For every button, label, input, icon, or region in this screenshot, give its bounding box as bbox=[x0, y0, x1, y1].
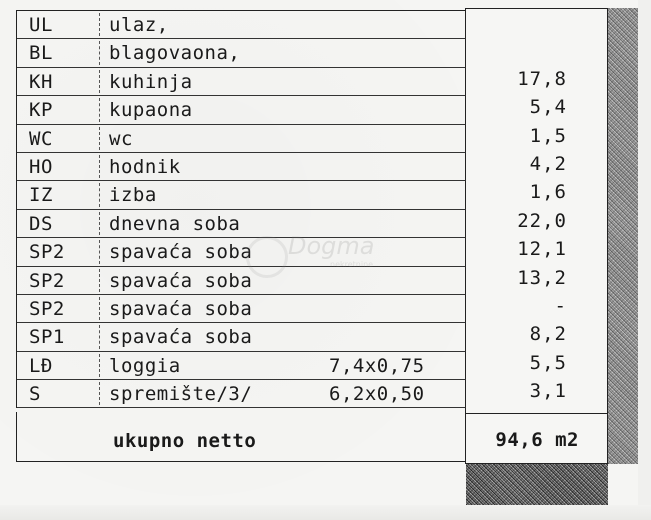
area-column bbox=[465, 8, 608, 464]
table-row bbox=[17, 267, 466, 295]
room-area: 3,1 bbox=[529, 380, 567, 403]
room-code: SP2 bbox=[29, 269, 65, 292]
column-divider bbox=[99, 212, 100, 235]
table-row bbox=[17, 96, 466, 124]
total-row bbox=[16, 412, 465, 462]
room-code: LĐ bbox=[29, 354, 53, 377]
watermark-subtext: nekretnine bbox=[330, 260, 374, 269]
room-code: HO bbox=[29, 155, 53, 178]
room-name: spavaća soba bbox=[109, 326, 253, 349]
room-code: IZ bbox=[29, 184, 53, 207]
room-code: SP2 bbox=[29, 241, 65, 264]
room-dimensions: 7,4x0,75 bbox=[329, 354, 425, 377]
room-code: KH bbox=[29, 70, 53, 93]
room-code: SP1 bbox=[29, 326, 65, 349]
room-area: 8,2 bbox=[529, 323, 567, 346]
room-name: hodnik bbox=[109, 155, 181, 178]
total-label: ukupno netto bbox=[113, 430, 257, 452]
room-area: 5,5 bbox=[529, 351, 567, 374]
room-name: wc bbox=[109, 127, 133, 150]
table-row bbox=[17, 210, 466, 238]
column-divider bbox=[99, 13, 100, 36]
room-code: DS bbox=[29, 212, 53, 235]
table-row bbox=[17, 323, 466, 351]
total-separator bbox=[466, 413, 607, 414]
column-divider bbox=[99, 240, 100, 263]
room-name: kuhinja bbox=[109, 70, 193, 93]
hatched-wall-bottom bbox=[466, 464, 608, 508]
paper-edge-right bbox=[638, 0, 651, 520]
room-code: UL bbox=[29, 14, 53, 36]
room-area: 22,0 bbox=[517, 209, 567, 232]
room-area: 12,1 bbox=[517, 238, 567, 261]
column-divider bbox=[99, 297, 100, 320]
room-area: 1,5 bbox=[529, 124, 567, 147]
room-name: spavaća soba bbox=[109, 297, 253, 320]
column-divider bbox=[99, 269, 100, 292]
table-row bbox=[17, 352, 466, 380]
room-name: spavaća soba bbox=[109, 241, 253, 264]
column-divider bbox=[99, 382, 100, 405]
table-row bbox=[17, 380, 466, 408]
table-row bbox=[17, 181, 466, 209]
room-area: 1,6 bbox=[529, 181, 567, 204]
watermark-text: Dogma bbox=[288, 232, 375, 260]
column-divider bbox=[99, 98, 100, 121]
room-name: loggia bbox=[109, 354, 181, 377]
table-row bbox=[17, 153, 466, 181]
table-row bbox=[17, 11, 466, 39]
room-name: dnevna soba bbox=[109, 212, 241, 235]
room-name: kupaona bbox=[109, 99, 193, 122]
paper-edge-bottom bbox=[0, 505, 651, 520]
room-code: BL bbox=[29, 42, 53, 65]
column-divider bbox=[99, 127, 100, 150]
room-code: WC bbox=[29, 127, 53, 150]
room-name: blagovaona, bbox=[109, 42, 241, 65]
room-code: KP bbox=[29, 99, 53, 122]
room-area: 4,2 bbox=[529, 153, 567, 175]
table-row bbox=[17, 39, 466, 67]
room-name: izba bbox=[109, 184, 157, 207]
room-dimensions: 6,2x0,50 bbox=[329, 383, 425, 406]
room-code: SP2 bbox=[29, 297, 65, 320]
table-row bbox=[17, 68, 466, 96]
room-area: 5,4 bbox=[529, 96, 567, 119]
room-name: spavaća soba bbox=[109, 269, 253, 292]
table-row bbox=[17, 238, 466, 266]
column-divider bbox=[99, 183, 100, 206]
column-divider bbox=[99, 41, 100, 64]
column-divider bbox=[99, 70, 100, 93]
column-divider bbox=[99, 155, 100, 178]
column-divider bbox=[99, 354, 100, 377]
room-code: S bbox=[29, 383, 41, 406]
table-row bbox=[17, 125, 466, 153]
room-area: 17,8 bbox=[517, 67, 567, 90]
room-name: ulaz, bbox=[109, 14, 169, 36]
total-value: 94,6 m2 bbox=[495, 429, 579, 451]
room-area: 13,2 bbox=[517, 266, 567, 289]
column-divider bbox=[99, 325, 100, 348]
table-row bbox=[17, 295, 466, 323]
room-table bbox=[16, 10, 466, 408]
room-area: - bbox=[554, 295, 567, 317]
room-name: spremište/3/ bbox=[109, 383, 253, 406]
